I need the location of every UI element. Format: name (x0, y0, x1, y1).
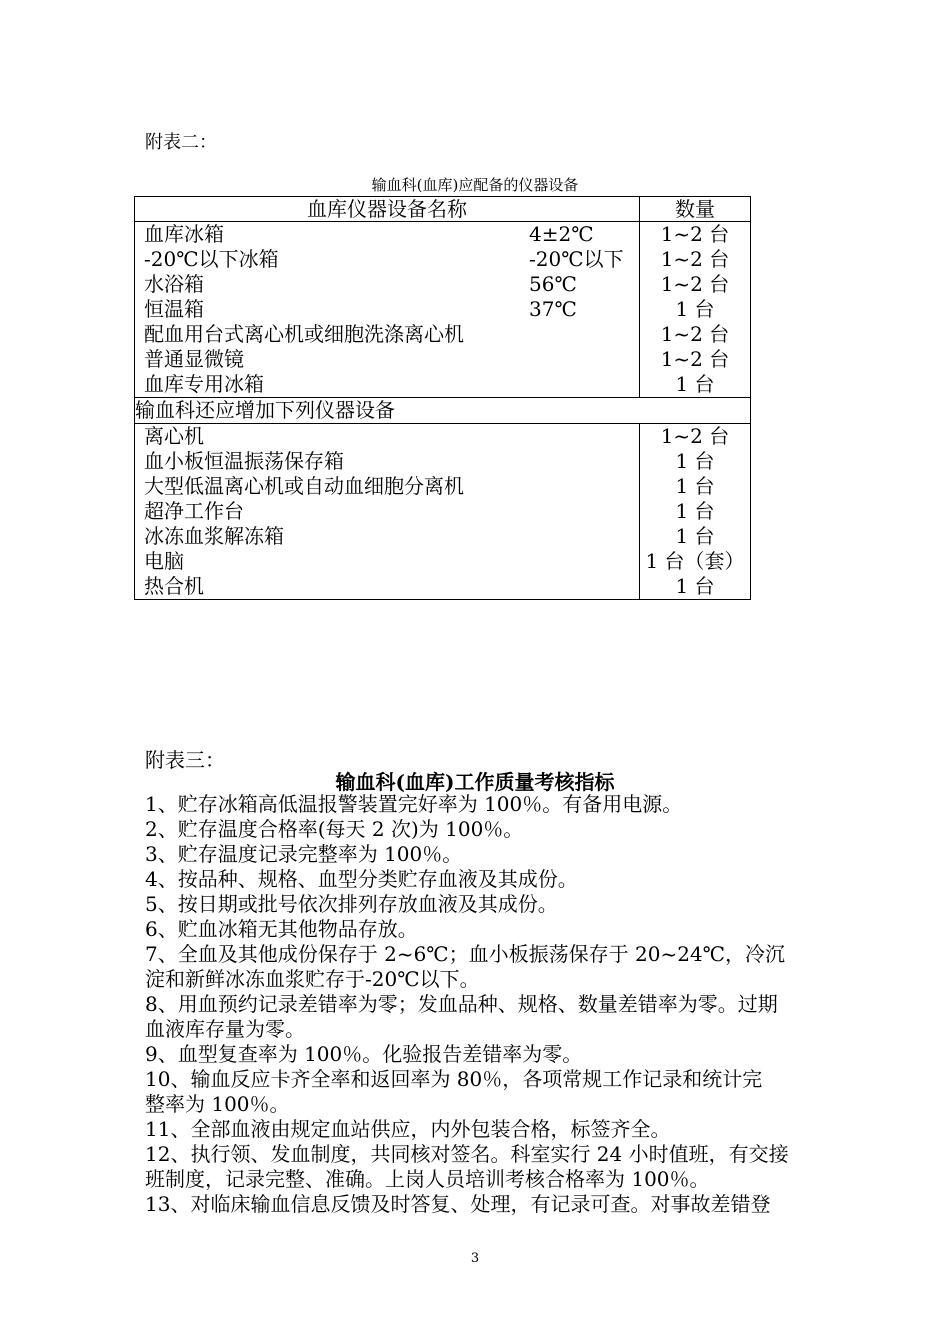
equipment-name: 血小板恒温振荡保存箱 (144, 449, 344, 473)
criteria-line: 1、贮存冰箱高低温报警装置完好率为 100％。有备用电源。 (145, 792, 683, 816)
criteria-line: 班制度，记录完整、准确。上岗人员培训考核合格率为 100％。 (145, 1167, 710, 1191)
equipment-quantity: 1~2 台 (660, 222, 730, 246)
equipment-spec: 37℃ (529, 297, 577, 321)
table-row (135, 247, 639, 272)
criteria-line: 5、按日期或批号依次排列存放血液及其成份。 (145, 892, 558, 916)
equipment-name: 电脑 (144, 549, 184, 573)
equipment-table (134, 196, 751, 600)
additional-equipment-heading: 输血科还应增加下列仪器设备 (135, 398, 751, 424)
table-row (135, 272, 639, 297)
equipment-spec: 4±2℃ (529, 222, 594, 246)
table-row (135, 499, 639, 524)
criteria-line: 整率为 100％。 (145, 1092, 290, 1116)
group-2-names (135, 424, 640, 600)
criteria-line: 淀和新鲜冰冻血浆贮存于-20℃以下。 (145, 967, 480, 991)
header-equipment-name: 血库仪器设备名称 (135, 197, 640, 222)
criteria-line: 8、用血预约记录差错率为零；发血品种、规格、数量差错率为零。过期 (145, 992, 778, 1016)
group-2-quantities (640, 424, 751, 600)
table-row (135, 449, 639, 474)
table-row (135, 222, 639, 247)
table-row (135, 347, 639, 372)
equipment-name: 离心机 (144, 424, 204, 448)
equipment-quantity: 1~2 台 (660, 247, 730, 271)
criteria-line: 11、全部血液由规定血站供应，内外包装合格，标签齐全。 (145, 1117, 671, 1141)
equipment-name: 血库冰箱 (144, 222, 224, 246)
header-quantity: 数量 (640, 197, 751, 222)
equipment-spec: 56℃ (529, 272, 577, 296)
table-header-row (135, 197, 751, 222)
equipment-spec (529, 372, 639, 397)
equipment-spec: -20℃以下 (529, 247, 624, 271)
equipment-quantity: 1 台 (675, 297, 715, 321)
equipment-quantity: 1~2 台 (660, 272, 730, 296)
equipment-quantity: 1~2 台 (660, 322, 730, 346)
table-row (135, 524, 639, 549)
equipment-quantity: 1 台 (675, 499, 715, 523)
equipment-quantity: 1 台 (675, 474, 715, 498)
equipment-name: 配血用台式离心机或细胞洗涤离心机 (144, 322, 464, 346)
equipment-name: 热合机 (144, 574, 204, 598)
criteria-line: 血液库存量为零。 (145, 1017, 305, 1041)
table-row (135, 574, 639, 599)
group-1-quantities (640, 222, 751, 398)
page-number: 3 (470, 1251, 480, 1266)
criteria-line: 7、全血及其他成份保存于 2~6℃；血小板振荡保存于 20~24℃，冷沉 (145, 942, 786, 966)
equipment-spec (529, 322, 639, 347)
equipment-name: 血库专用冰箱 (144, 372, 264, 396)
equipment-quantity: 1 台 (675, 574, 715, 598)
equipment-quantity: 1 台（套） (645, 549, 745, 573)
criteria-line: 4、按品种、规格、血型分类贮存血液及其成份。 (145, 867, 578, 891)
group-1-names (135, 222, 640, 398)
table-section-row (135, 398, 751, 424)
table-row (135, 297, 639, 322)
equipment-name: 冰冻血浆解冻箱 (144, 524, 284, 548)
equipment-name: -20℃以下冰箱 (144, 247, 279, 271)
equipment-name: 恒温箱 (144, 297, 204, 321)
equipment-quantity: 1~2 台 (660, 424, 730, 448)
table-group-2 (135, 424, 751, 600)
appendix-2-label: 附表二： (145, 132, 217, 153)
table-caption: 输血科(血库)应配备的仪器设备 (371, 176, 579, 194)
table-row (135, 372, 639, 397)
criteria-line: 12、执行领、发血制度，共同核对签名。科室实行 24 小时值班，有交接 (145, 1142, 789, 1166)
criteria-line: 9、血型复查率为 100％。化验报告差错率为零。 (145, 1042, 583, 1066)
appendix-3-label: 附表三： (145, 748, 225, 772)
section-title: 输血科(血库)工作质量考核指标 (335, 770, 615, 794)
criteria-line: 2、贮存温度合格率(每天 2 次)为 100％。 (145, 817, 524, 841)
equipment-spec (529, 347, 639, 372)
equipment-name: 普通显微镜 (144, 347, 244, 371)
criteria-line: 3、贮存温度记录完整率为 100％。 (145, 842, 463, 866)
table-row (135, 424, 639, 449)
equipment-name: 超净工作台 (144, 499, 244, 523)
equipment-name: 水浴箱 (144, 272, 204, 296)
table-row (135, 474, 639, 499)
table-row (135, 322, 639, 347)
equipment-quantity: 1 台 (675, 372, 715, 396)
equipment-quantity: 1 台 (675, 524, 715, 548)
equipment-quantity: 1~2 台 (660, 347, 730, 371)
criteria-line: 10、输血反应卡齐全率和返回率为 80％，各项常规工作记录和统计完 (145, 1067, 763, 1091)
criteria-list (145, 792, 810, 1217)
criteria-line: 13、对临床输血信息反馈及时答复、处理，有记录可查。对事故差错登 (145, 1192, 771, 1216)
table-row (135, 549, 639, 574)
equipment-name: 大型低温离心机或自动血细胞分离机 (144, 474, 464, 498)
table-group-1 (135, 222, 751, 398)
criteria-line: 6、贮血冰箱无其他物品存放。 (145, 917, 418, 941)
equipment-quantity: 1 台 (675, 449, 715, 473)
